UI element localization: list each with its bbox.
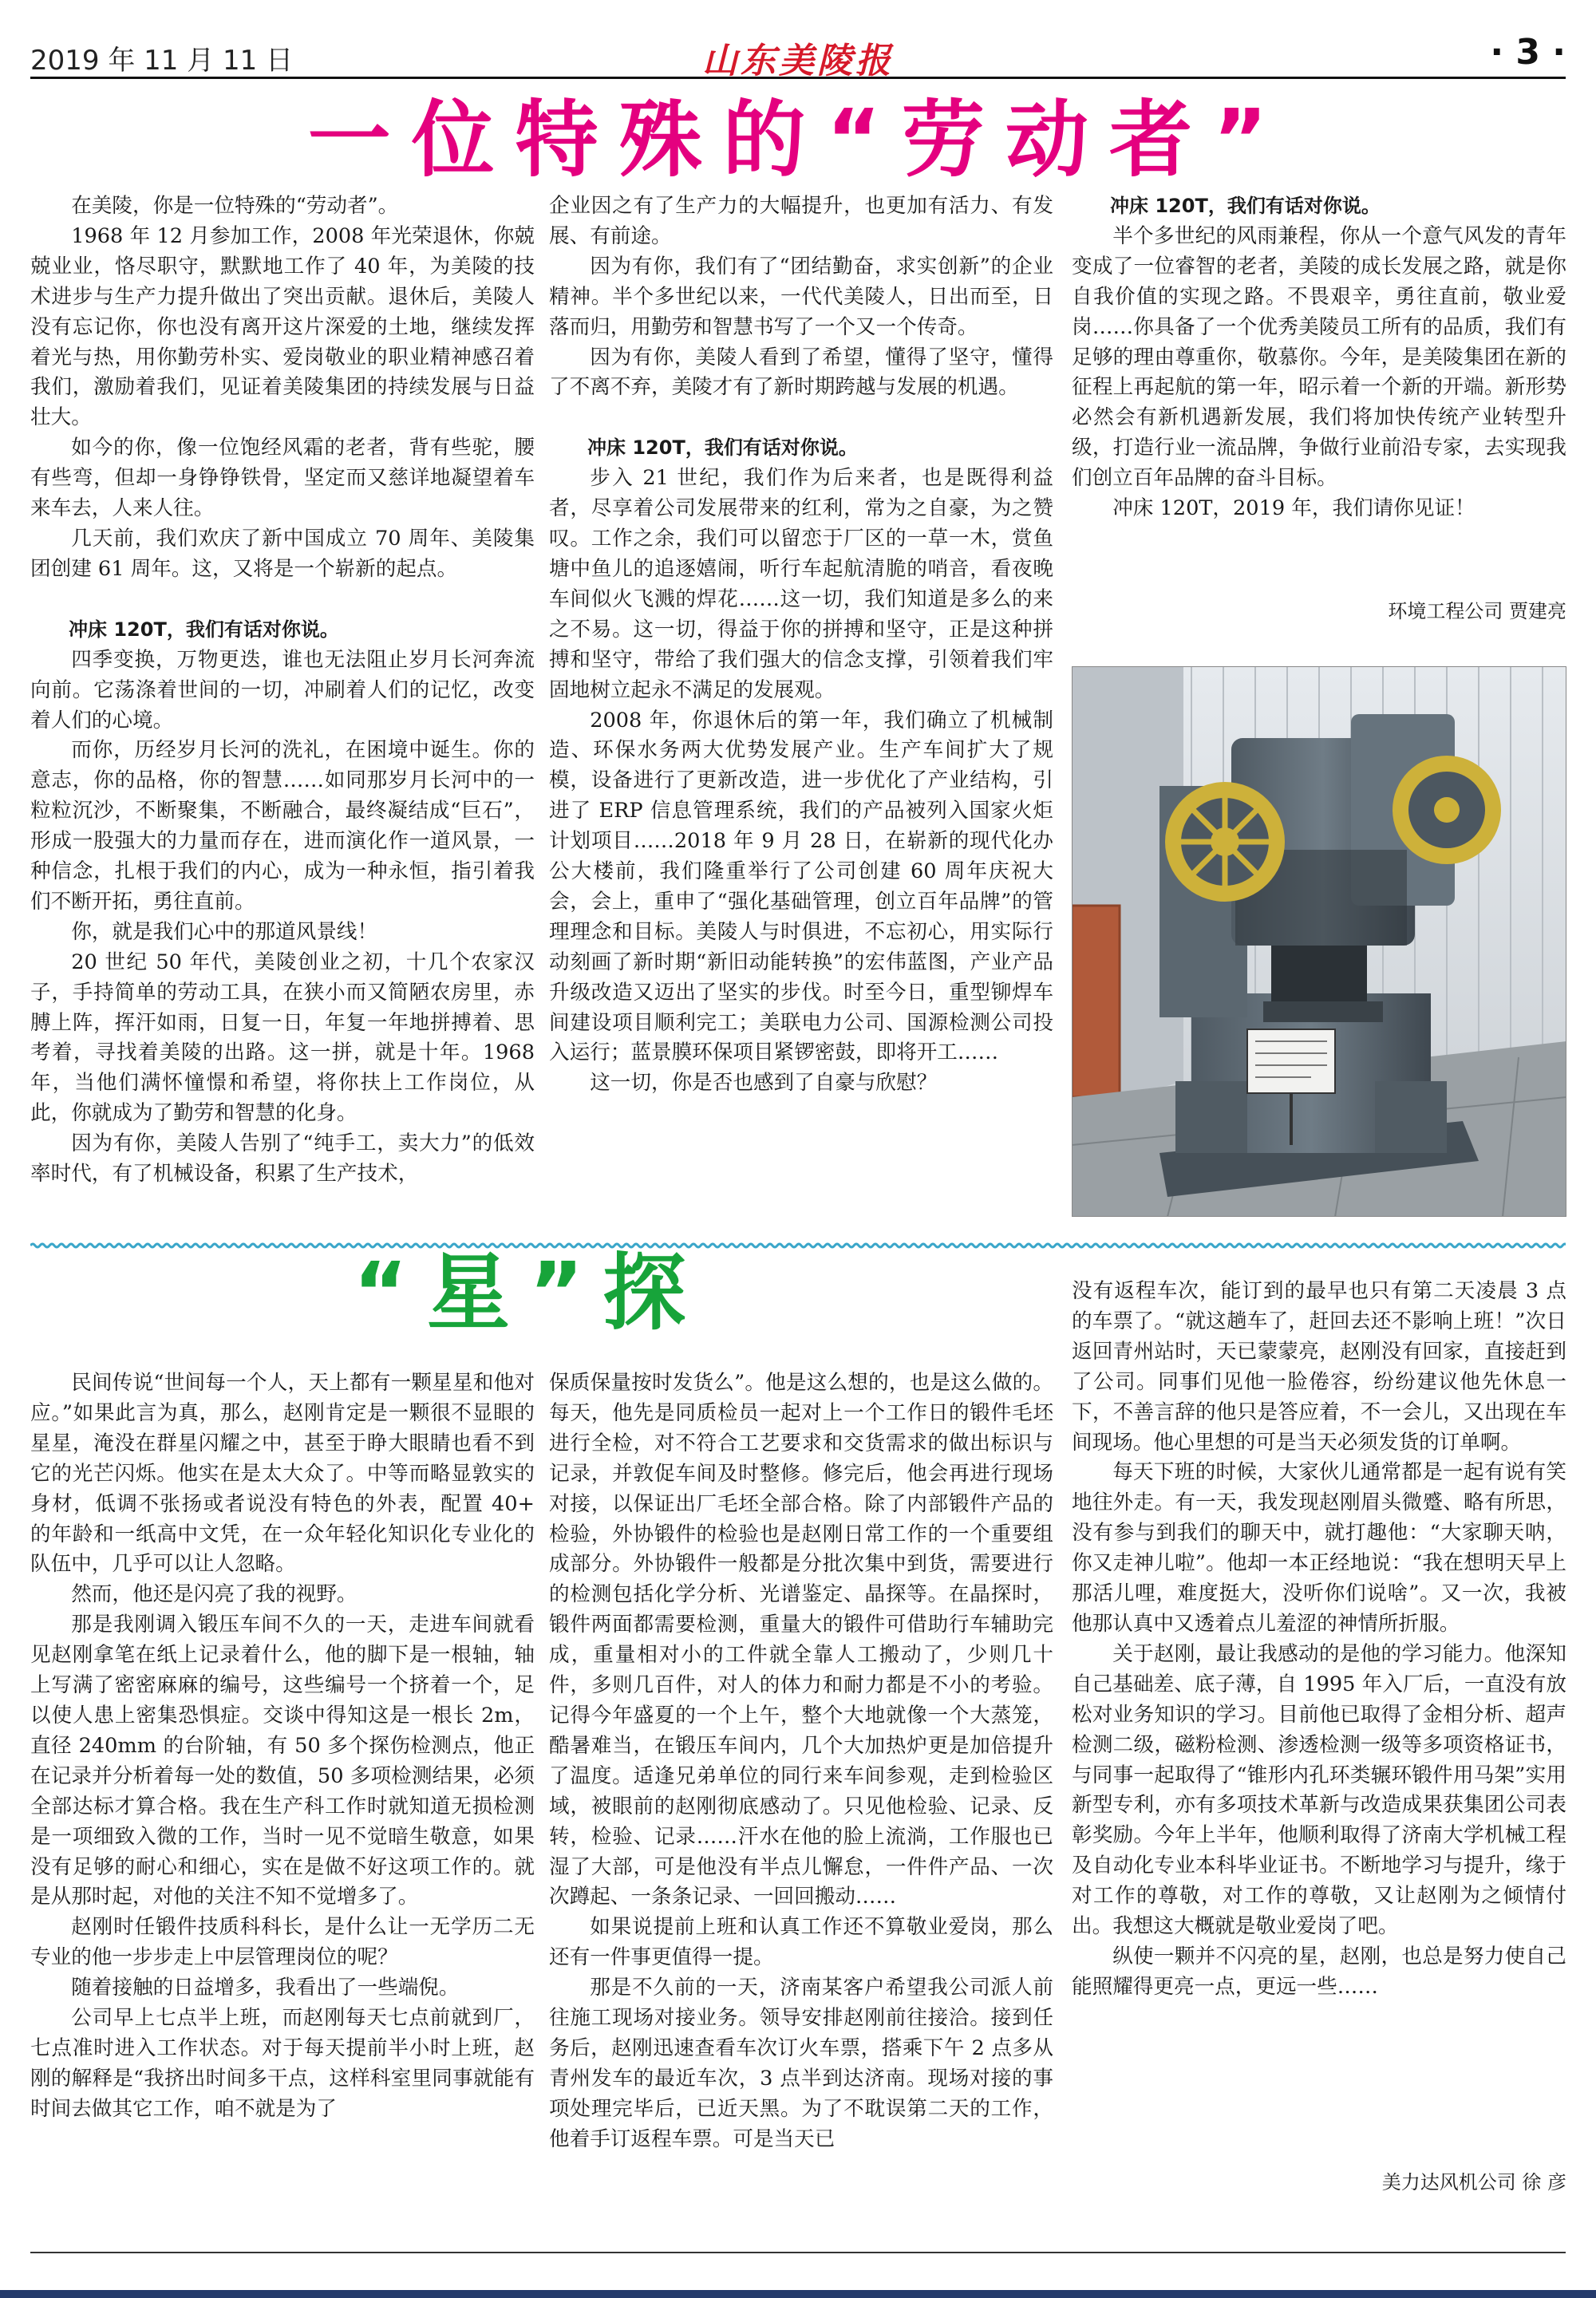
subheading: 冲床 120T，我们有话对你说。 (587, 436, 858, 460)
paragraph: 因为有你，美陵人看到了希望，懂得了坚守，懂得了不离不弃，美陵才有了新时期跨越与发展的机遇。 (549, 345, 1053, 400)
paragraph: 公司早上七点半上班，而赵刚每天七点前就到厂，七点准时进入工作状态。对于每天提前半小时上班，赵刚的解释是“我挤出时间多干点，这样科室里同事就能有时间去做其它工作，咱不就是为了 (30, 2006, 535, 2121)
article1-author: 环境工程公司 贾建亮 (1388, 600, 1566, 622)
article1-byline (1072, 597, 1566, 627)
paragraph: 民间传说“世间每一个人，天上都有一颗星星和他对应。”如果此言为真，那么，赵刚肯定是一颗很不显眼的星星，淹没在群星闪耀之中，甚至于睁大眼睛也看不到它的光芒闪烁。他实在是太大众了。中等而略显敦实的身材，低调不张扬或者说没有特色的外表，配置 40+ 的年龄和一纸高中文凭，在一众年轻化知识化专业化的队伍中，几乎可以让人忽略。 (30, 1371, 535, 1577)
article1-column-3 (1072, 192, 1566, 524)
paragraph-continued: 没有返程车次，能订到的最早也只有第二天凌晨 3 点的车票了。“就这趟车了，赶回去还不影响上班！”次日返回青州站时，天已蒙蒙亮，赵刚没有回家，直接赶到了公司。同事们见他一脸倦容，纷纷建议他先休息一下，不善言辞的他只是答应着，不一会儿，又出现在车间现场。他心里想的可是当天必须发货的订单啊。 (1072, 1279, 1566, 1455)
paragraph: 在美陵，你是一位特殊的“劳动者”。 (71, 194, 399, 218)
article1-column-2 (549, 192, 1053, 1099)
footer-rule (30, 2252, 1566, 2253)
paragraph: 2008 年，你退休后的第一年，我们确立了机械制造、环保水务两大优势发展产业。生产车间扩大了规模，设备进行了更新改造，进一步优化了产业结构，引进了 ERP 信息管理系统，我们的产品被列入国家火炬计划项目……2018 年 9 月 28 日，在崭新的现代化办公大楼前，我们隆重举行了公司创建 60 周年庆祝大会，会上，重申了“强化基础管理，创立百年品牌”的管理理念和目标。美陵人与时俱进，不忘初心，用实际行动刻画了新时期“新旧动能转换”的宏伟蓝图，产业产品升级改造又迈出了坚实的步伐。时至今日，重型铆焊车间建设项目顺利完工；美联电力公司、国源检测公司投入运行；蓝景膜环保项目紧锣密鼓，即将开工…… (549, 708, 1053, 1065)
punch-press-photo (1072, 666, 1566, 1217)
paragraph: 因为有你，我们有了“团结勤奋，求实创新”的企业精神。半个多世纪以来，一代代美陵人，日出而至，日落而归，用勤劳和智慧书写了一个又一个传奇。 (549, 254, 1053, 339)
paragraph-gap (30, 585, 535, 615)
paragraph: 如今的你，像一位饱经风霜的老者，背有些驼，腰有些弯，但却一身铮铮铁骨，坚定而又慈详地凝望着车来车去，人来人往。 (30, 436, 535, 521)
paragraph: 几天前，我们欢庆了新中国成立 70 周年、美陵集团创建 61 周年。这，又将是一个崭新的起点。 (30, 526, 535, 581)
paragraph: 半个多世纪的风雨兼程，你从一个意气风发的青年变成了一位睿智的老者，美陵的成长发展之路，就是你自我价值的实现之路。不畏艰辛，勇往直前，敬业爱岗……你具备了一个优秀美陵员工所有的品质，我们有足够的理由尊重你，敬慕你。今年，是美陵集团在新的征程上再起航的第一年，昭示着一个新的开端。新形势必然会有新机遇新发展，我们将加快传统产业转型升级，打造行业一流品牌，争做行业前沿专家，去实现我们创立百年品牌的奋斗目标。 (1072, 223, 1566, 491)
paragraph: 因为有你，美陵人告别了“纯手工，卖大力”的低效率时代，有了机械设备，积累了生产技术， (30, 1131, 535, 1187)
paragraph: 冲床 120T，2019 年，我们请你见证！ (1112, 496, 1476, 521)
article1-title: 一位特殊的“劳动者” (307, 91, 1289, 188)
paragraph: 纵使一颗并不闪亮的星，赵刚，也总是努力使自己能照耀得更亮一点，更远一些…… (1072, 1944, 1566, 1999)
paragraph: 20 世纪 50 年代，美陵创业之初，十几个农家汉子，手持简单的劳动工具，在狭小而又简陋农房里，赤膊上阵，挥汗如雨，日复一日，年复一年地拼搏着、思考着，寻找着美陵的出路。这一拼，就是十年。1968 年，当他们满怀憧憬和希望，将你扶上工作岗位，从此，你就成为了勤劳和智慧的化身。 (30, 950, 535, 1126)
paragraph-continued: 保质保量按时发货么”。他是这么想的，也是这么做的。每天，他先是同质检员一起对上一个工作日的锻件毛坯进行全检，对不符合工艺要求和交货需求的做出标识与记录，并敦促车间及时整修。修完后，他会再进行现场对接，以保证出厂毛坯全部合格。除了内部锻件产品的检验，外协锻件的检验也是赵刚日常工作的一个重要组成部分。外协锻件一般都是分批次集中到货，需要进行的检测包括化学分析、光谱鉴定、晶探等。在晶探时，锻件两面都需要检测，重量大的锻件可借助行车辅助完成，重量相对小的工件就全靠人工搬动了，少则几十件，多则几百件，对人的体力和耐力都是不小的考验。记得今年盛夏的一个上午，整个大地就像一个大蒸笼，酷暑难当，在锻压车间内，几个大加热炉更是加倍提升了温度。适逢兄弟单位的同行来车间参观，走到检验区域，被眼前的赵刚彻底感动了。只见他检验、记录、反转，检验、记录……汗水在他的脸上流淌，工作服也已湿了大部，可是他没有半点儿懈怠，一件件产品、一次次蹲起、一条条记录、一回回搬动…… (549, 1371, 1053, 1909)
paragraph: 然而，他还是闪亮了我的视野。 (71, 1582, 358, 1607)
paragraph: 赵刚时任锻件技质科科长，是什么让一无学历二无专业的他一步步走上中层管理岗位的呢？ (30, 1915, 535, 1970)
subheading: 冲床 120T，我们有话对你说。 (1110, 195, 1381, 217)
article2-byline (1072, 2168, 1566, 2198)
article2-column-2 (549, 1368, 1053, 2155)
paragraph-gap (549, 403, 1053, 433)
issue-date: 2019 年 11 月 11 日 (30, 45, 294, 77)
paragraph: 你，就是我们心中的那道风景线！ (71, 919, 378, 944)
paragraph: 关于赵刚，最让我感动的是他的学习能力。他深知自己基础差、底子薄，自 1995 年入厂后，一直没有放松对业务知识的学习。目前他已取得了金相分析、超声检测二级，磁粉检测、渗透检测一级等多项资格证书，与同事一起取得了“锥形内孔环类辗环锻件用马架”实用新型专利，亦有多项技术革新与改造成果获集团公司表彰奖励。今年上半年，他顺利取得了济南大学机械工程及自动化专业本科毕业证书。不断地学习与提升，缘于对工作的尊敬，对工作的尊敬，又让赵刚为之倾情付出。我想这大概就是敬业爱岗了吧。 (1072, 1641, 1566, 1939)
paragraph: 每天下班的时候，大家伙儿通常都是一起有说有笑地往外走。有一天，我发现赵刚眉头微蹙、略有所思，没有参与到我们的聊天中，就打趣他：“大家聊天呐，你又走神儿啦”。他却一本正经地说：“我在想明天早上那活儿哩，难度挺大，没听你们说啥”。又一次，我被他那认真中又透着点儿羞涩的神情所折服。 (1072, 1460, 1566, 1636)
subheading: 冲床 120T，我们有话对你说。 (69, 618, 339, 641)
article2-title: “星”探 (353, 1244, 705, 1341)
punch-press-image (1072, 666, 1566, 1217)
newspaper-name: 山东美陵报 (702, 41, 894, 81)
masthead (30, 32, 1566, 81)
paragraph: 这一切，你是否也感到了自豪与欣慰？ (590, 1071, 938, 1096)
masthead-rule (30, 77, 1566, 79)
paragraph: 那是我刚调入锻压车间不久的一天，走进车间就看见赵刚拿笔在纸上记录着什么，他的脚下是一根轴，轴上写满了密密麻麻的编号，这些编号一个挤着一个，足以使人患上密集恐惧症。交谈中得知这是一根长 2m，直径 240mm 的台阶轴，有 50 多个探伤检测点，他正在记录并分析着每一处的数值，50 多项检测结果，必须全部达标才算合格。我在生产科工作时就知道无损检测是一项细致入微的工作，当时一见不觉暗生敬意，如果没有足够的耐心和细心，实在是做不好这项工作的。就是从那时起，对他的关注不知不觉增多了。 (30, 1613, 535, 1909)
paragraph: 如果说提前上班和认真工作还不算敬业爱岗，那么还有一件事更值得一提。 (549, 1915, 1053, 1970)
article2-column-1 (30, 1368, 535, 2125)
paragraph: 步入 21 世纪，我们作为后来者，也是既得利益者，尽享着公司发展带来的红利，常为之自豪，为之赞叹。工作之余，我们可以留恋于厂区的一草一木，赏鱼塘中鱼儿的追逐嬉闹，听行车起航清脆的哨音，看夜晚车间似火飞溅的焊花……这一切，我们知道是多么的来之不易。这一切，得益于你的拼搏和坚守，正是这种拼搏和坚守，带给了我们强大的信念支撑，引领着我们牢固地树立起永不满足的发展观。 (549, 466, 1053, 702)
footer-bar (0, 2290, 1596, 2298)
paragraph: 随着接触的日益增多，我看出了一些端倪。 (71, 1976, 460, 2000)
article2-column-3 (1072, 1277, 1566, 2003)
paragraph: 而你，历经岁月长河的洗礼，在困境中诞生。你的意志，你的品格，你的智慧……如同那岁月长河中的一粒粒沉沙，不断聚集，不断融合，最终凝结成“巨石”，形成一股强大的力量而存在，进而演化作一道风景，一种信念，扎根于我们的内心，成为一种永恒，指引着我们不断开拓，勇往直前。 (30, 738, 535, 914)
paragraph: 那是不久前的一天，济南某客户希望我公司派人前往施工现场对接业务。领导安排赵刚前往接洽。接到任务后，赵刚迅速查看车次订火车票，搭乘下午 2 点多从青州发车的最近车次，3 点半到达济南。现场对接的事项处理完毕后，已近天黑。为了不耽误第二天的工作，他着手订返程车票。可是当天已 (549, 1976, 1053, 2151)
article1-column-1 (30, 192, 535, 1190)
paragraph: 1968 年 12 月参加工作，2008 年光荣退休，你兢兢业业，恪尽职守，默默地工作了 40 年，为美陵的技术进步与生产力提升做出了突出贡献。退休后，美陵人没有忘记你，你也没有离开这片深爱的土地，继续发挥着光与热，用你勤劳朴实、爱岗敬业的职业精神感召着我们，激励着我们，见证着美陵集团的持续发展与日益壮大。 (30, 223, 535, 430)
page-number: · 3 · (1490, 32, 1566, 73)
article2-author: 美力达风机公司 徐 彦 (1381, 2171, 1566, 2193)
paragraph: 四季变换，万物更迭，谁也无法阻止岁月长河奔流向前。它荡涤着世间的一切，冲刷着人们的记忆，改变着人们的心境。 (30, 647, 535, 732)
paragraph-continued: 企业因之有了生产力的大幅提升，也更加有活力、有发展、有前途。 (549, 194, 1053, 248)
